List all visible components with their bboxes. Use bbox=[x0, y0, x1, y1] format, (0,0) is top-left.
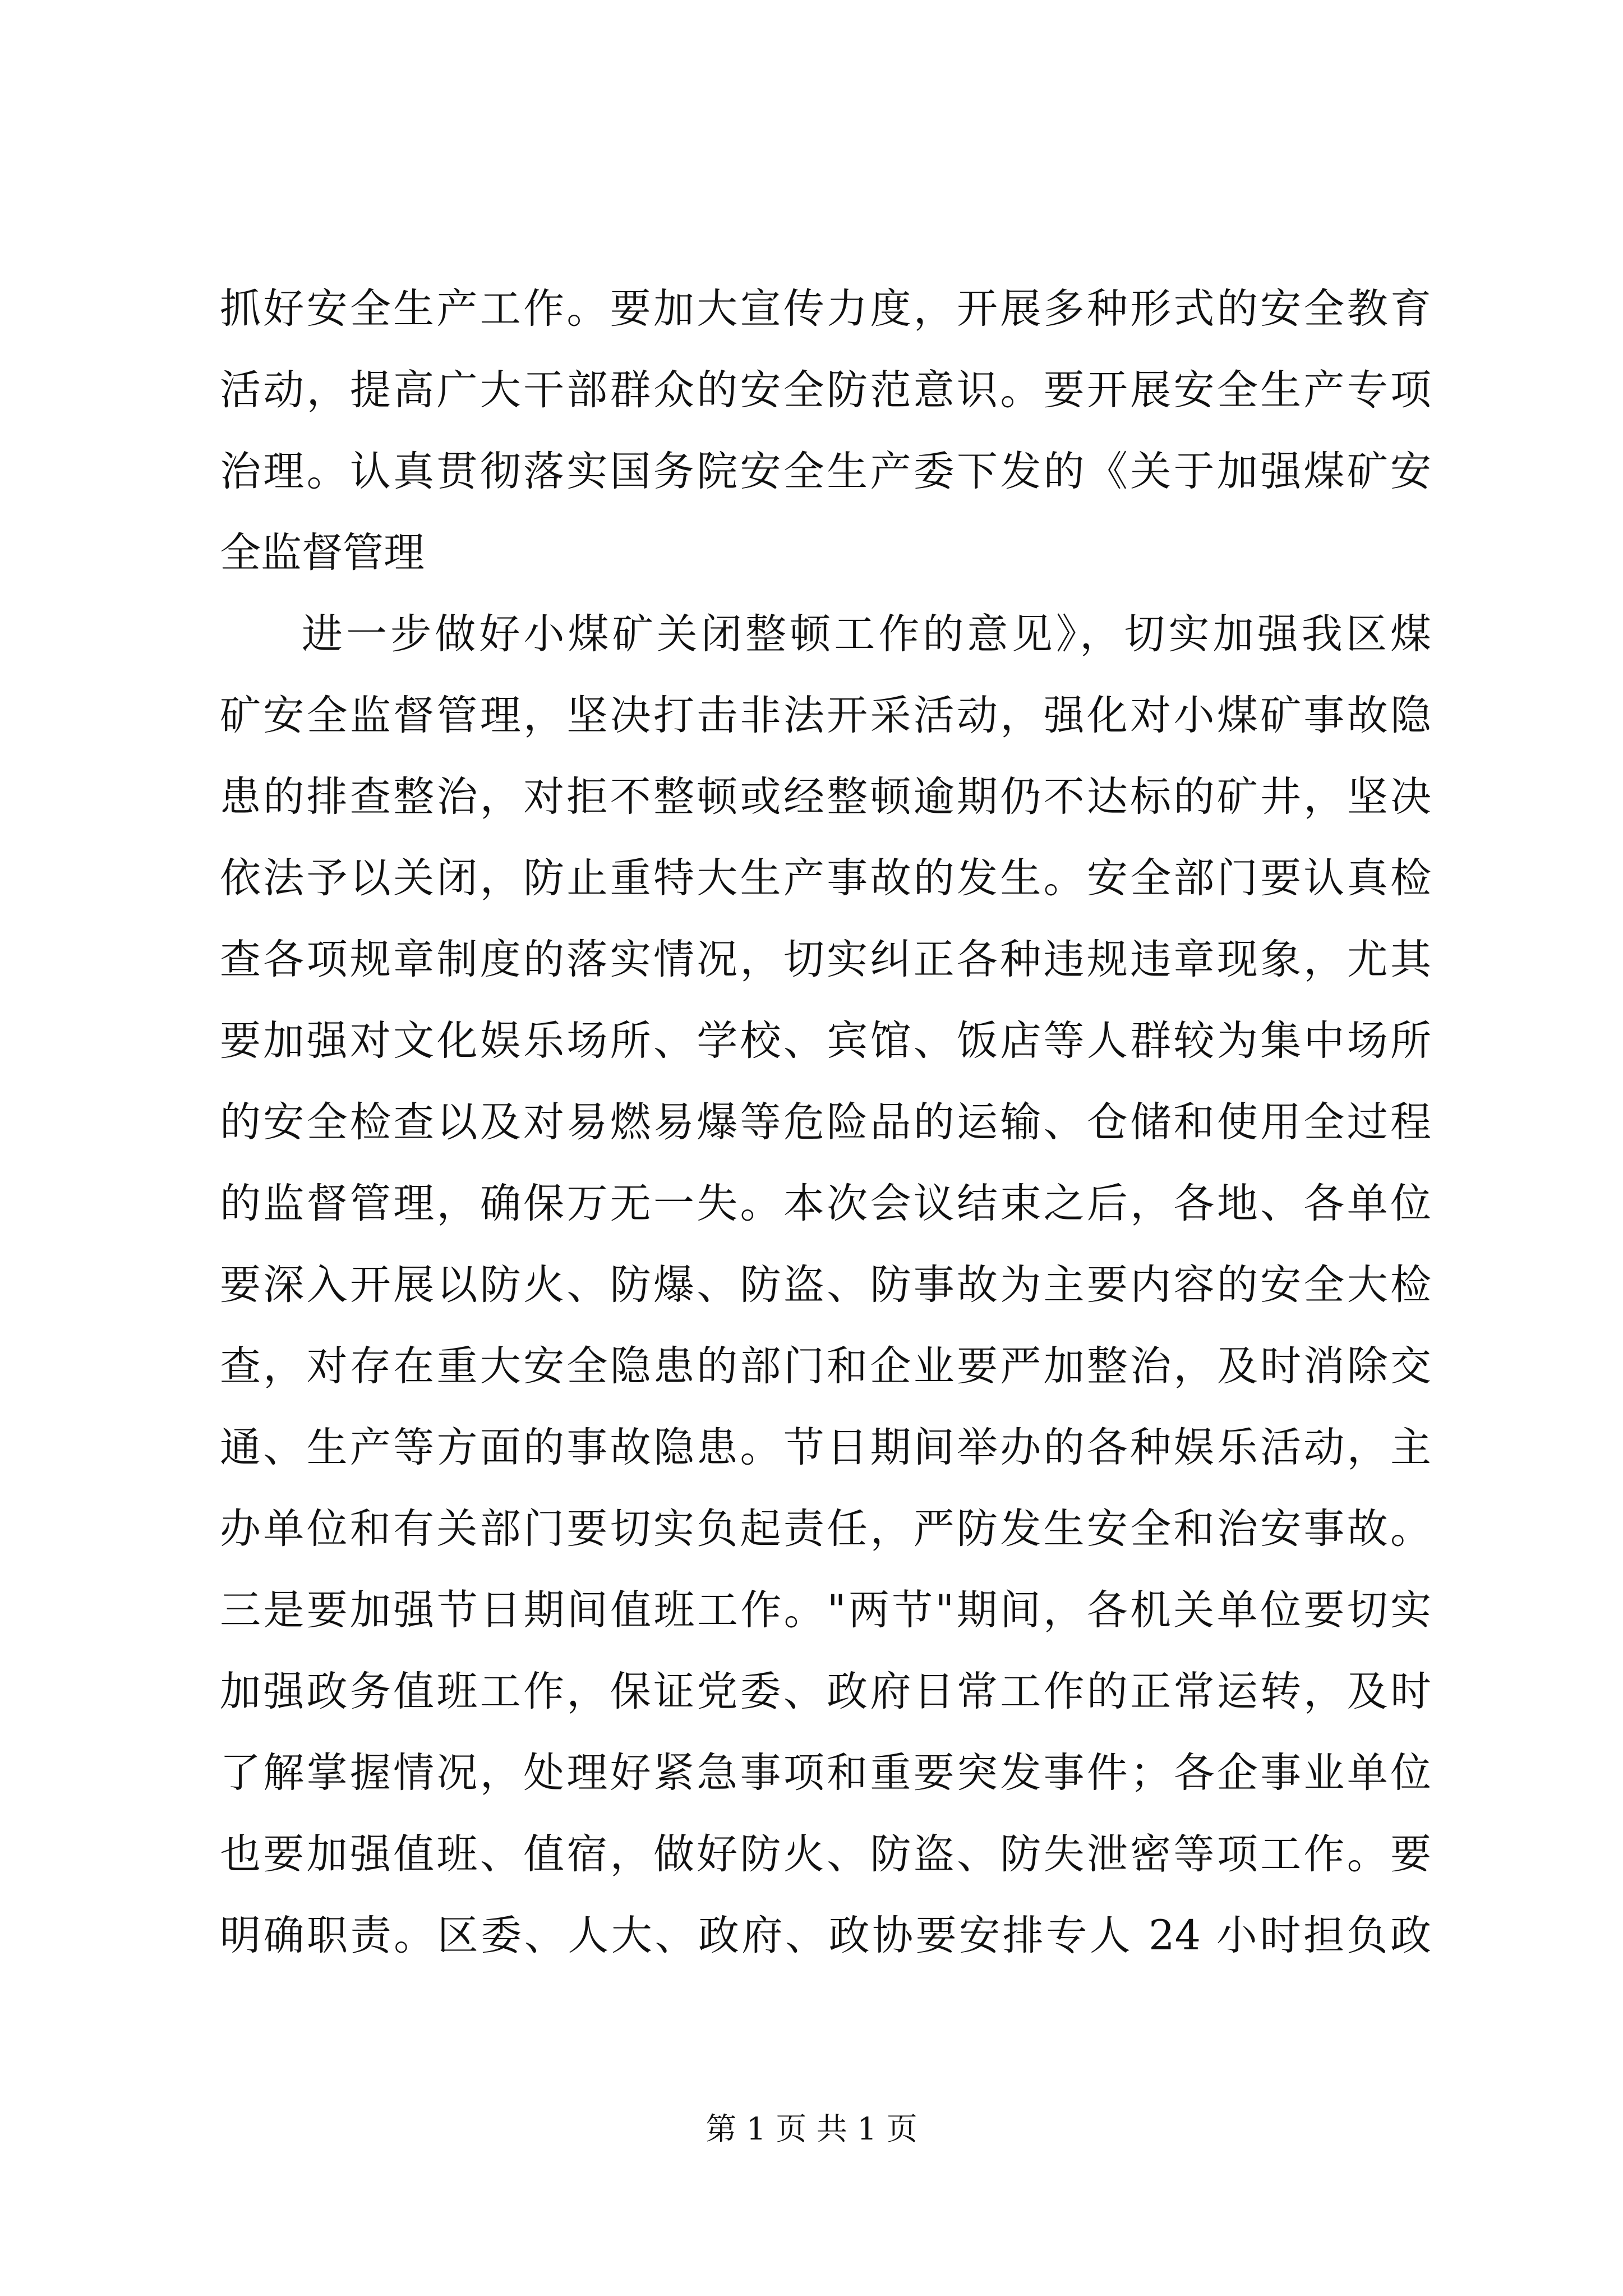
text-line: 查各项规章制度的落实情况，切实纠正各种违规违章现象，尤其 bbox=[220, 936, 1431, 983]
text-line: 明确职责。区委、人大、政府、政协要安排专人 24 小时担负政 bbox=[220, 1912, 1431, 1959]
page-number-footer: 第 1 页 共 1 页 bbox=[706, 2111, 917, 2147]
text-line: 全监督管理 bbox=[220, 529, 425, 577]
text-line: 治理。认真贯彻落实国务院安全生产委下发的《关于加强煤矿安 bbox=[220, 448, 1431, 495]
text-line: 依法予以关闭，防止重特大生产事故的发生。安全部门要认真检 bbox=[220, 854, 1431, 902]
body-text bbox=[220, 268, 1431, 1976]
text-line: 的安全检查以及对易燃易爆等危险品的运输、仓储和使用全过程 bbox=[220, 1098, 1431, 1146]
text-line: 患的排查整治，对拒不整顿或经整顿逾期仍不达标的矿井，坚决 bbox=[220, 773, 1431, 821]
text-line: 矿安全监督管理，坚决打击非法开采活动，强化对小煤矿事故隐 bbox=[220, 692, 1431, 739]
text-line: 要加强对文化娱乐场所、学校、宾馆、饭店等人群较为集中场所 bbox=[220, 1017, 1431, 1065]
text-line: 活动，提高广大干部群众的安全防范意识。要开展安全生产专项 bbox=[220, 366, 1431, 414]
text-line: 抓好安全生产工作。要加大宣传力度，开展多种形式的安全教育 bbox=[220, 285, 1431, 333]
text-line: 的监督管理，确保万无一失。本次会议结束之后，各地、各单位 bbox=[220, 1180, 1431, 1227]
paragraph-first-line: 进一步做好小煤矿关闭整顿工作的意见》，切实加强我区煤 bbox=[302, 610, 1431, 658]
text-line: 通、生产等方面的事故隐患。节日期间举办的各种娱乐活动，主 bbox=[220, 1424, 1431, 1471]
text-line: 了解掌握情况，处理好紧急事项和重要突发事件；各企事业单位 bbox=[220, 1749, 1431, 1797]
text-line: 要深入开展以防火、防爆、防盗、防事故为主要内容的安全大检 bbox=[220, 1261, 1431, 1309]
text-line: 三是要加强节日期间值班工作。"两节"期间，各机关单位要切实 bbox=[220, 1586, 1431, 1634]
text-line: 查，对存在重大安全隐患的部门和企业要严加整治，及时消除交 bbox=[220, 1342, 1431, 1390]
text-line: 也要加强值班、值宿，做好防火、防盗、防失泄密等项工作。要 bbox=[220, 1830, 1431, 1878]
text-line: 加强政务值班工作，保证党委、政府日常工作的正常运转，及时 bbox=[220, 1668, 1431, 1715]
text-line: 办单位和有关部门要切实负起责任，严防发生安全和治安事故。 bbox=[220, 1505, 1431, 1553]
